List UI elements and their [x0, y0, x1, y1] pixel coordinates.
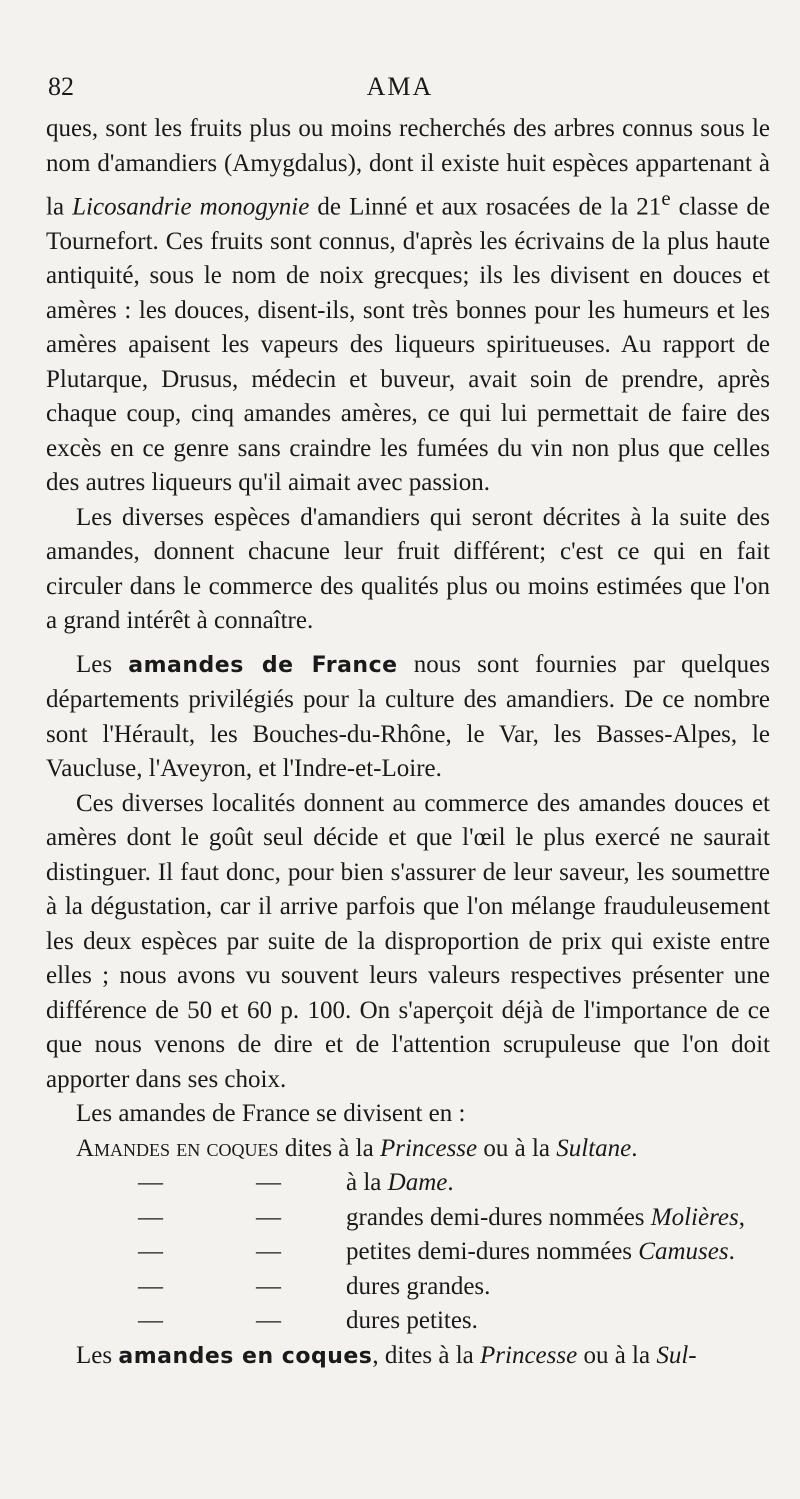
p3-lead: Les	[76, 650, 129, 678]
list-first-italic-a: Princesse	[379, 1134, 478, 1162]
row-italic: Camuses	[638, 1238, 729, 1266]
almond-classification-list	[46, 1132, 770, 1339]
row-text: dures grandes.	[346, 1272, 491, 1300]
list-first-text-a: dites à la	[278, 1134, 380, 1162]
last-lead: Les	[76, 1341, 119, 1369]
paragraph-5: Les amandes de France se divisent en :	[76, 1100, 466, 1128]
row-italic: Dame	[387, 1169, 448, 1197]
row-text: à la	[346, 1169, 388, 1197]
paragraph-1	[46, 112, 770, 501]
list-item	[46, 1166, 770, 1201]
p1-text-a: ques, sont les fruits plus ou moins recherchés des arbres connus sous le nom d'amandiers (Amygdalus), dont il existe huit espèces appartenant à la	[46, 115, 770, 221]
last-text-b: ou à la	[577, 1341, 657, 1369]
paragraph-4: Ces diverses localités donnent au commerce des amandes douces et amères dont le goût seul décide et que l'œil le plus exercé ne saurait distinguer. Il faut donc, pour bien s'assurer de leur saveur, les soumettre à la dégustation, car il arrive parfois que l'on mélange frauduleusement les deux espèces par suite de la disproportion de prix qui existe entre elles ; nous avons vu souvent leurs valeurs respectives présenter une différence de 50 et 60 p. 100. On s'aperçoit déjà de l'importance de ce que nous venons de dire et de l'attention scrupuleuse que l'on doit apporter dans ses choix.	[46, 789, 770, 1093]
running-title: AMA	[366, 72, 434, 101]
p1-text-b: de Linné et aux rosacées de la 21	[309, 193, 662, 221]
ditto-dash: —	[138, 1203, 163, 1231]
row-end: ,	[738, 1203, 745, 1231]
ditto-dash: —	[256, 1203, 281, 1231]
list-first-text-b: ou à la	[477, 1134, 557, 1162]
ditto-dash: —	[138, 1238, 163, 1266]
ditto-dash: —	[256, 1307, 281, 1335]
list-first-text-c: .	[631, 1134, 638, 1162]
list-item-text	[346, 1201, 745, 1236]
row-end: .	[728, 1238, 735, 1266]
paragraph-2: Les diverses espèces d'amandiers qui seront décrites à la suite des amandes, donnent chacune leur fruit différent; c'est ce qui en fait circuler dans le commerce des qualités plus ou moins estimées que l'on a grand intérêt à connaître.	[46, 503, 770, 635]
p1-superscript: e	[661, 186, 671, 210]
ditto-dash: —	[138, 1169, 163, 1197]
ditto-dash: —	[256, 1169, 281, 1197]
ditto-dash: —	[138, 1272, 163, 1300]
page-number: 82	[48, 72, 74, 101]
last-keyword: amandes en coques	[118, 1343, 373, 1369]
list-item	[46, 1235, 770, 1270]
row-italic: Molières	[650, 1203, 739, 1231]
list-item-text	[346, 1166, 454, 1201]
last-text-a: , dites à la	[372, 1341, 480, 1369]
list-item-first	[76, 1132, 770, 1167]
p3-text: nous sont fournies par quelques départements privilégiés pour la culture des amandiers. De ce nombre sont l'Hérault, les Bouches-du-Rhône, le Var, les Basses-Alpes, le Vaucluse, l'Aveyron, et l'Indre-et-Loire.	[46, 650, 770, 783]
row-text: grandes demi-dures nommées	[346, 1203, 651, 1231]
list-item-text	[346, 1304, 478, 1339]
row-text: petites demi-dures nommées	[346, 1238, 639, 1266]
list-item-text	[346, 1235, 735, 1270]
p3-keyword: amandes de France	[128, 652, 398, 678]
list-item	[46, 1201, 770, 1236]
page-body	[46, 112, 770, 1374]
ditto-dash: —	[256, 1272, 281, 1300]
row-text: dures petites.	[346, 1307, 478, 1335]
list-item	[46, 1270, 770, 1305]
list-item	[46, 1304, 770, 1339]
ditto-dash: —	[138, 1307, 163, 1335]
p1-italic-term: Licosandrie monogynie	[72, 193, 310, 221]
last-italic-b: Sul-	[656, 1341, 697, 1369]
page-header	[48, 72, 752, 106]
last-italic-a: Princesse	[480, 1341, 578, 1369]
paragraph-3	[46, 648, 770, 787]
ditto-dash: —	[256, 1238, 281, 1266]
list-first-italic-b: Sultane	[556, 1134, 632, 1162]
row-end: .	[447, 1169, 454, 1197]
p1-text-c: classe de Tournefort. Ces fruits sont connus, d'après les écrivains de la plus haute antiquité, sous le nom de noix grecques; ils les divisent en douces et amères : les douces, disent-ils, sont très bonnes pour les humeurs et les amères apaisent les vapeurs des liqueurs spiritueuses. Au rapport de Plutarque, Drusus, médecin et buveur, avait soin de prendre, après chaque coup, cinq amandes amères, ce qui lui permettait de faire des excès en ce genre sans craindre les fumées du vin non plus que celles des autres liqueurs qu'il aimait avec passion.	[46, 193, 771, 497]
list-item-text	[346, 1270, 490, 1305]
paragraph-last	[46, 1339, 770, 1375]
list-smallcaps-heading: Amandes en coques	[76, 1134, 279, 1162]
